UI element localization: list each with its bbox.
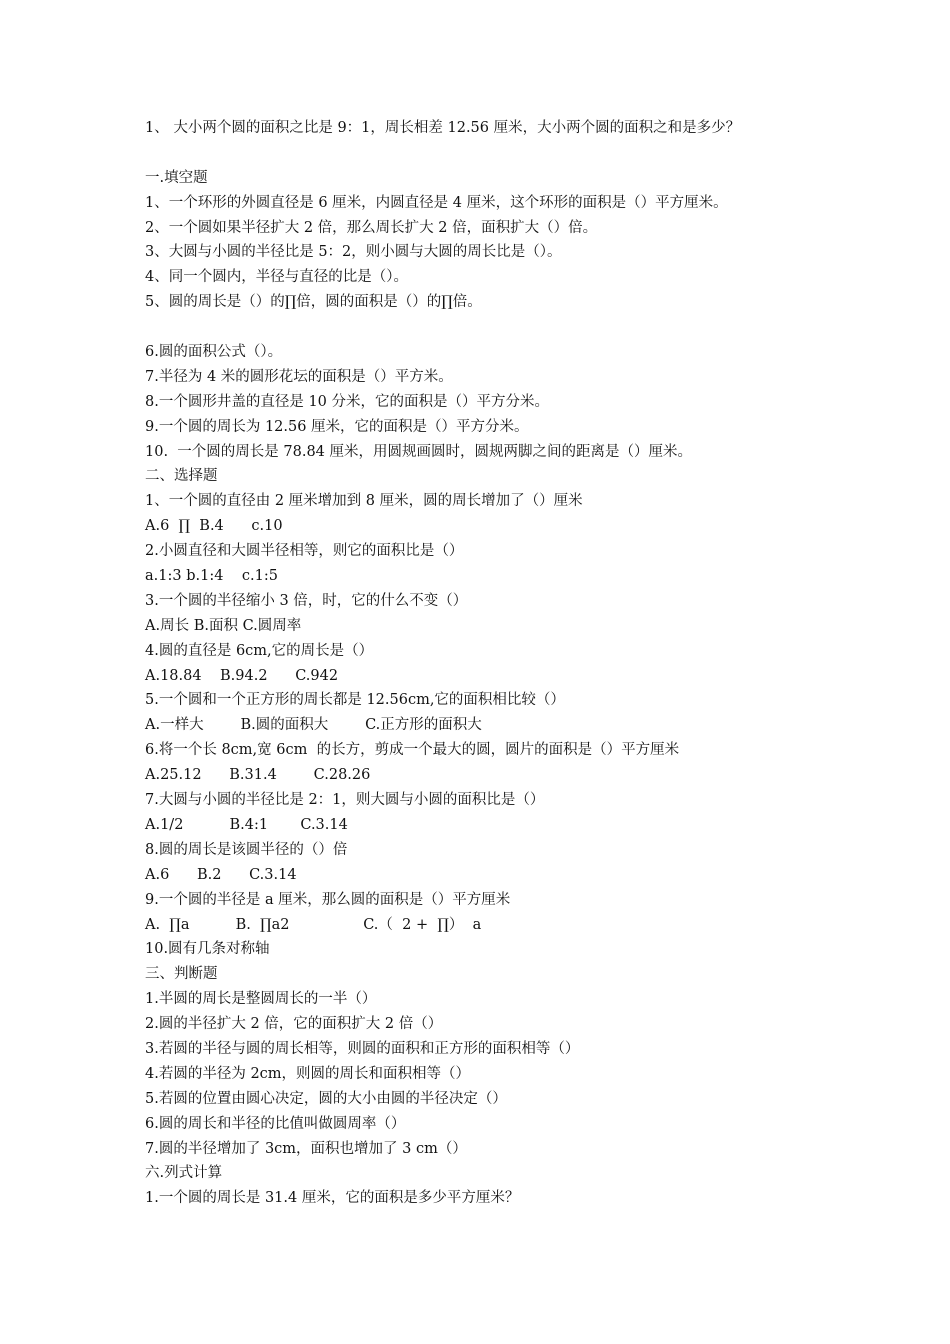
- text-line: A.一样大 B.圆的面积大 C.正方形的面积大: [145, 717, 482, 734]
- text-line: 7.半径为 4 米的圆形花坛的面积是（）平方米。: [145, 368, 453, 385]
- text-line: 8.圆的周长是该圆半径的（）倍: [145, 841, 348, 858]
- text-line: 7.大圆与小圆的半径比是 2：1，则大圆与小圆的面积比是（）: [145, 792, 545, 809]
- blank-line: [145, 315, 845, 340]
- text-line: 4.圆的直径是 6cm,它的周长是（）: [145, 642, 374, 659]
- text-line: a.1:3 b.1:4 c.1:5: [145, 568, 278, 585]
- blank-line: [145, 141, 845, 166]
- text-line: 8.一个圆形井盖的直径是 10 分米，它的面积是（）平方分米。: [145, 393, 550, 410]
- text-line: 2.小圆直径和大圆半径相等，则它的面积比是（）: [145, 543, 464, 560]
- text-line: 4、同一个圆内，半径与直径的比是（）。: [145, 269, 408, 286]
- text-line: A.18.84 B.94.2 C.942: [145, 667, 339, 684]
- text-line: 1、 大小两个圆的面积之比是 9：1，周长相差 12.56 厘米，大小两个圆的面积之和是多少？: [145, 120, 741, 136]
- text-line: 1、一个圆的直径由 2 厘米增加到 8 厘米，圆的周长增加了（）厘米: [145, 493, 583, 510]
- text-line: A.1/2 B.4:1 C.3.14: [145, 816, 348, 833]
- text-line: 一.填空题: [145, 169, 208, 186]
- text-line: 5.一个圆和一个正方形的周长都是 12.56cm,它的面积相比较（）: [145, 692, 565, 709]
- text-line: 9.一个圆的周长为 12.56 厘米，它的面积是（）平方分米。: [145, 418, 529, 435]
- text-line: 1.一个圆的周长是 31.4 厘米，它的面积是多少平方厘米？: [145, 1190, 520, 1207]
- text-line: 3、大圆与小圆的半径比是 5：2，则小圆与大圆的周长比是（）。: [145, 244, 562, 261]
- text-line: 2、一个圆如果半径扩大 2 倍，那么周长扩大 2 倍，面积扩大（）倍。: [145, 219, 598, 236]
- text-line: 1、一个环形的外圆直径是 6 厘米，内圆直径是 4 厘米，这个环形的面积是（）平方厘米。: [145, 194, 728, 211]
- text-line: 六.列式计算: [145, 1165, 223, 1182]
- text-line: 二、选择题: [145, 468, 218, 485]
- document-body: [145, 116, 845, 1211]
- text-line: 5.若圆的位置由圆心决定，圆的大小由圆的半径决定（）: [145, 1090, 507, 1107]
- text-line: A.周长 B.面积 C.圆周率: [145, 617, 302, 634]
- text-line: 三、判断题: [145, 966, 218, 983]
- text-line: A.25.12 B.31.4 C.28.26: [145, 767, 371, 784]
- text-line: 10.圆有几条对称轴: [145, 941, 270, 958]
- text-line: 6.将一个长 8cm,宽 6cm 的长方，剪成一个最大的圆，圆片的面积是（）平方厘米: [145, 742, 680, 759]
- text-line: A.6 B.2 C.3.14: [145, 866, 297, 883]
- text-line: 2.圆的半径扩大 2 倍，它的面积扩大 2 倍（）: [145, 1016, 443, 1033]
- text-line: 5、圆的周长是（）的∏倍，圆的面积是（）的∏倍。: [145, 294, 482, 311]
- text-line: 3.一个圆的半径缩小 3 倍，时，它的什么不变（）: [145, 592, 468, 609]
- text-line: 10. 一个圆的周长是 78.84 厘米，用圆规画圆时，圆规两脚之间的距离是（）厘米。: [145, 443, 693, 460]
- text-line: 6.圆的面积公式（）。: [145, 344, 283, 361]
- text-line: 6.圆的周长和半径的比值叫做圆周率（）: [145, 1115, 406, 1132]
- text-line: A. ∏a B. ∏a2 C.（ 2 + ∏） a: [145, 916, 482, 933]
- text-line: 9.一个圆的半径是 a 厘米，那么圆的面积是（）平方厘米: [145, 891, 511, 908]
- text-line: 3.若圆的半径与圆的周长相等，则圆的面积和正方形的面积相等（）: [145, 1040, 580, 1057]
- text-line: A.6 ∏ B.4 c.10: [145, 518, 283, 535]
- text-line: 4.若圆的半径为 2cm，则圆的周长和面积相等（）: [145, 1065, 471, 1082]
- text-line: 1.半圆的周长是整圆周长的一半（）: [145, 991, 377, 1008]
- text-line: 7.圆的半径增加了 3cm，面积也增加了 3 cm（）: [145, 1140, 467, 1157]
